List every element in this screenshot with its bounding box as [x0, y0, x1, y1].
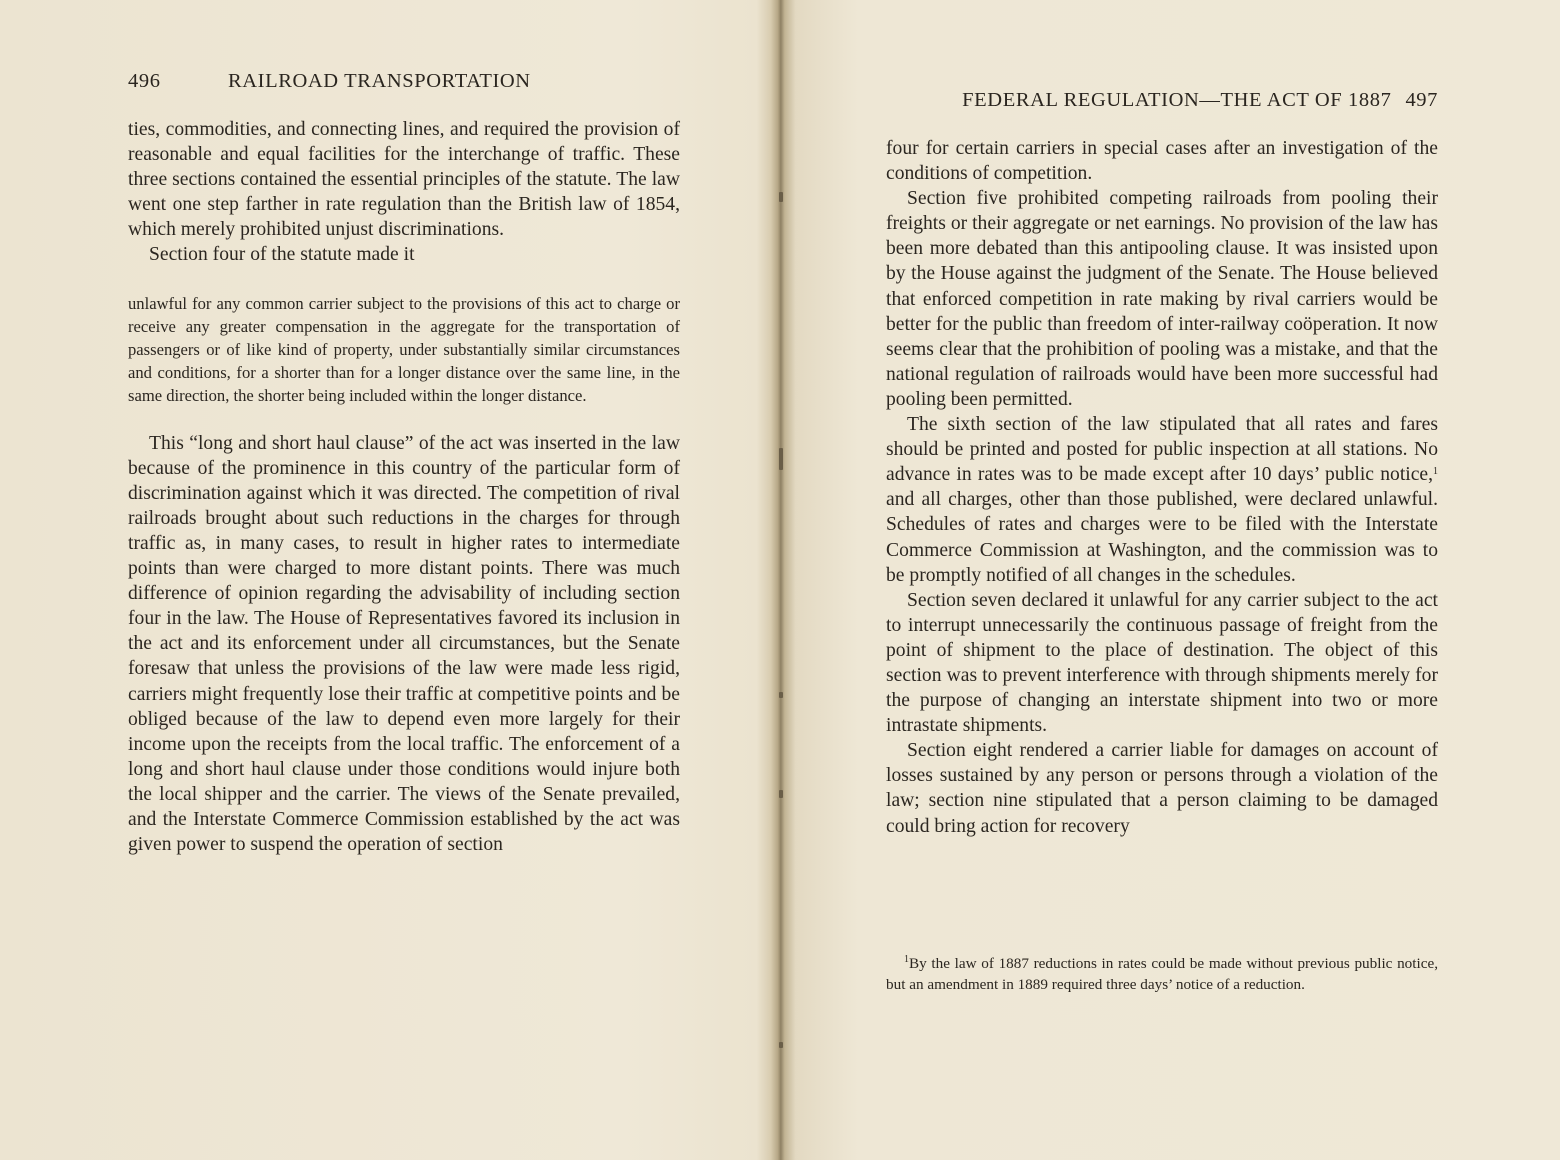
paragraph: Section five prohibited competing railroads from pooling their freights or their aggregate or net earnings. No provision of the law has been more debated than this antipooling clause. It was insisted upon by the House against the judgment of the Senate. The House believed that enforced competition in rate making by rival carriers would be better for the public than freedom of inter-railway coöperation. It now seems clear that the prohibition of pooling was a mistake, and that the national regulation of railroads would have been more successful had pooling been permitted.: [886, 188, 1438, 410]
paragraph: four for certain carriers in special cases after an investigation of the conditions of competition.: [886, 138, 1438, 185]
paragraph: Section seven declared it unlawful for any carrier subject to the act to interrupt unnecessarily the continuous passage of freight from the point of shipment to the place of destination. The object of this section was to prevent interference with through shipments merely for the purpose of changing an interstate shipment into two or more intrastate shipments.: [886, 589, 1438, 737]
right-running-title: FEDERAL REGULATION—THE ACT OF 1887: [962, 89, 1392, 111]
paragraph: ties, commodities, and connecting lines, and required the provision of reasonable and equal facilities for the interchange of traffic. These three sections contained the essential principles of the statute. The law went one step farther in rate regulation than the British law of 1854, which merely prohibited unjust discriminations.: [128, 119, 680, 241]
left-page-number: 496: [128, 70, 161, 92]
right-page: [790, 0, 1560, 1160]
paragraph: Section four of the statute made it: [149, 244, 415, 266]
right-running-head: [886, 89, 1438, 112]
paragraph: Section eight rendered a carrier liable for damages on account of losses sustained by any person or persons through a violation of the law; section nine stipulated that a person claiming to be damaged could bring action for recovery: [886, 740, 1438, 837]
footnote-text: By the law of 1887 reductions in rates could be made without previous public notice, but an amendment in 1889 required three days’ notice of a reduction.: [886, 955, 1438, 994]
left-running-title: RAILROAD TRANSPORTATION: [228, 70, 531, 92]
paragraph: This “long and short haul clause” of the act was inserted in the law because of the prominence in this country of the particular form of discrimination against which it was directed. The competition of rival railroads brought about such reductions in the charges for through traffic as, in many cases, to result in higher rates to intermediate points than were charged to more distant points. There was much difference of opinion regarding the advisability of including section four in the law. The House of Representatives favored its inclusion in the act and its enforcement under all circumstances, but the Senate foresaw that unless the provisions of the law were made less rigid, carriers might frequently lose their traffic at competitive points and be obliged because of the law to depend even more largely for their income upon the receipts from the local traffic. The enforcement of a long and short haul clause under those conditions would injure both the local shipper and the carrier. The views of the Senate prevailed, and the Interstate Commerce Commission established by the act was given power to suspend the operation of section: [128, 432, 680, 856]
footnote-reference[interactable]: 1: [1433, 466, 1438, 478]
paragraph-sixth-section: [886, 412, 1438, 588]
paragraph-text: and all charges, other than those published, were declared unlawful. Schedules of rates and charges were to be filed with the Interstate Commerce Commission at Washington, and the commission was to be promptly notified of all changes in the schedules.: [886, 489, 1438, 586]
paragraph-text: The sixth section of the law stipulated that all rates and fares should be printed and posted for public inspection at all stations. No advance in rates was to be made except after 10 days’ public notice,: [886, 414, 1438, 486]
right-page-number: 497: [1405, 89, 1438, 111]
left-body-text: [128, 117, 680, 857]
footnote-marker: 1: [904, 954, 909, 965]
left-page: [0, 0, 770, 1160]
footnote: [886, 953, 1438, 995]
right-body-text: [886, 136, 1438, 839]
left-running-head: [128, 70, 680, 93]
block-quote: unlawful for any common carrier subject to the provisions of this act to charge or receive any greater compensation in the aggregate for the transportation of passengers or of like kind of property, under substantially similar circumstances and conditions, for a shorter than for a longer distance over the same line, in the same direction, the shorter being included within the longer distance.: [128, 293, 680, 405]
binding-gutter: [776, 0, 790, 1160]
